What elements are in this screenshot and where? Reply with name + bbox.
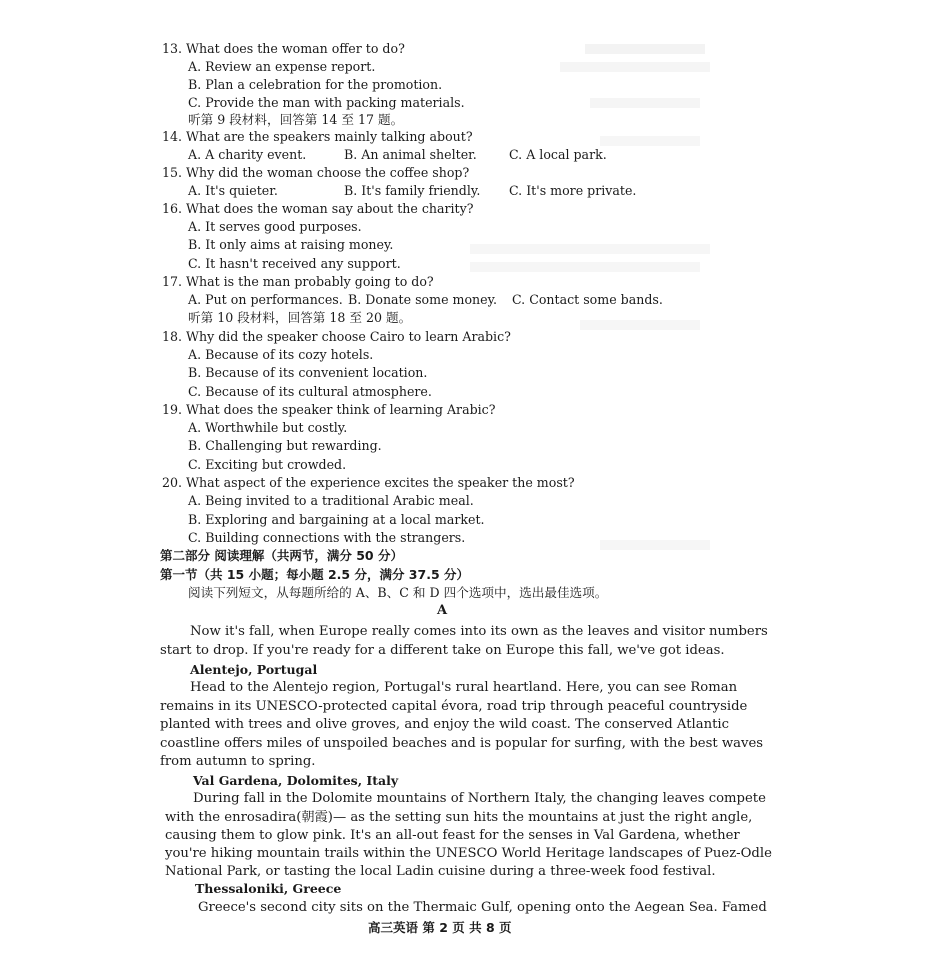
option: B. An animal shelter. [344, 147, 477, 162]
option: A. A charity event. [188, 147, 307, 162]
option: B. It's family friendly. [344, 183, 481, 198]
place-heading: Alentejo, Portugal [190, 662, 318, 677]
passage-line: remains in its UNESCO-protected capital évora, road trip through peaceful countryside [160, 699, 748, 714]
option: B. Plan a celebration for the promotion. [188, 77, 443, 92]
option: B. Donate some money. [348, 292, 498, 307]
passage-line: planted with trees and olive groves, and enjoy the wild coast. The conserved Atlantic [160, 717, 729, 732]
place-heading: Thessaloniki, Greece [195, 881, 342, 896]
option: C. Provide the man with packing materials. [188, 95, 465, 110]
question-stem: 16. What does the woman say about the charity? [162, 201, 474, 216]
option: B. Exploring and bargaining at a local market. [188, 512, 485, 527]
passage-line: National Park, or tasting the local Ladin cuisine during a three-week food festival. [165, 864, 716, 879]
option: C. It hasn't received any support. [188, 256, 401, 271]
listening-instruction: 听第 10 段材料，回答第 18 至 20 题。 [188, 310, 412, 325]
reading-instruction: 阅读下列短文，从每题所给的 A、B、C 和 D 四个选项中，选出最佳选项。 [188, 585, 608, 600]
option: B. It only aims at raising money. [188, 237, 394, 252]
passage-line: During fall in the Dolomite mountains of Northern Italy, the changing leaves compete [193, 791, 766, 806]
passage-line: Head to the Alentejo region, Portugal's rural heartland. Here, you can see Roman [190, 680, 738, 695]
question-stem: 18. Why did the speaker choose Cairo to learn Arabic? [162, 329, 511, 344]
option: B. Because of its convenient location. [188, 365, 428, 380]
option: A. Worthwhile but costly. [188, 420, 348, 435]
part-heading: 第二部分 阅读理解（共两节，满分 50 分） [160, 548, 403, 563]
option: A. Because of its cozy hotels. [188, 347, 374, 362]
question-stem: 13. What does the woman offer to do? [162, 41, 405, 56]
option: A. Being invited to a traditional Arabic meal. [188, 493, 474, 508]
question-stem: 19. What does the speaker think of learning Arabic? [162, 402, 496, 417]
option: A. Put on performances. [188, 292, 343, 307]
passage-line: with the enrosadira(朝霞)— as the setting sun hits the mountains at just the right angle, [165, 810, 753, 825]
option: B. Challenging but rewarding. [188, 438, 382, 453]
passage-line: you're hiking mountain trails within the UNESCO World Heritage landscapes of Puez-Odle [165, 846, 772, 861]
question-stem: 20. What aspect of the experience excites the speaker the most? [162, 475, 575, 490]
option: A. It's quieter. [188, 183, 278, 198]
section-heading: 第一节（共 15 小题；每小题 2.5 分，满分 37.5 分） [160, 567, 469, 582]
listening-instruction: 听第 9 段材料，回答第 14 至 17 题。 [188, 112, 404, 127]
passage-line: start to drop. If you're ready for a different take on Europe this fall, we've got ideas. [160, 643, 725, 658]
question-stem: 17. What is the man probably going to do? [162, 274, 434, 289]
passage-label: A [437, 603, 448, 618]
option: C. A local park. [509, 147, 607, 162]
option: C. Contact some bands. [512, 292, 663, 307]
option: A. Review an expense report. [188, 59, 376, 74]
passage-line: from autumn to spring. [160, 754, 316, 769]
option: C. Exciting but crowded. [188, 457, 347, 472]
question-stem: 15. Why did the woman choose the coffee shop? [162, 165, 470, 180]
passage-line: Now it's fall, when Europe really comes into its own as the leaves and visitor numbers [190, 624, 768, 639]
page-footer: 高三英语 第 2 页 共 8 页 [368, 920, 512, 935]
passage-line: causing them to glow pink. It's an all-out feast for the senses in Val Gardena, whether [165, 828, 740, 843]
passage-line: Greece's second city sits on the Thermaic Gulf, opening onto the Aegean Sea. Famed [198, 900, 767, 915]
place-heading: Val Gardena, Dolomites, Italy [193, 773, 399, 788]
option: C. It's more private. [509, 183, 637, 198]
passage-line: coastline offers miles of unspoiled beaches and is popular for surfing, with the best waves [160, 736, 764, 751]
option: C. Building connections with the strangers. [188, 530, 466, 545]
option: A. It serves good purposes. [188, 219, 362, 234]
question-stem: 14. What are the speakers mainly talking about? [162, 129, 473, 144]
option: C. Because of its cultural atmosphere. [188, 384, 432, 399]
